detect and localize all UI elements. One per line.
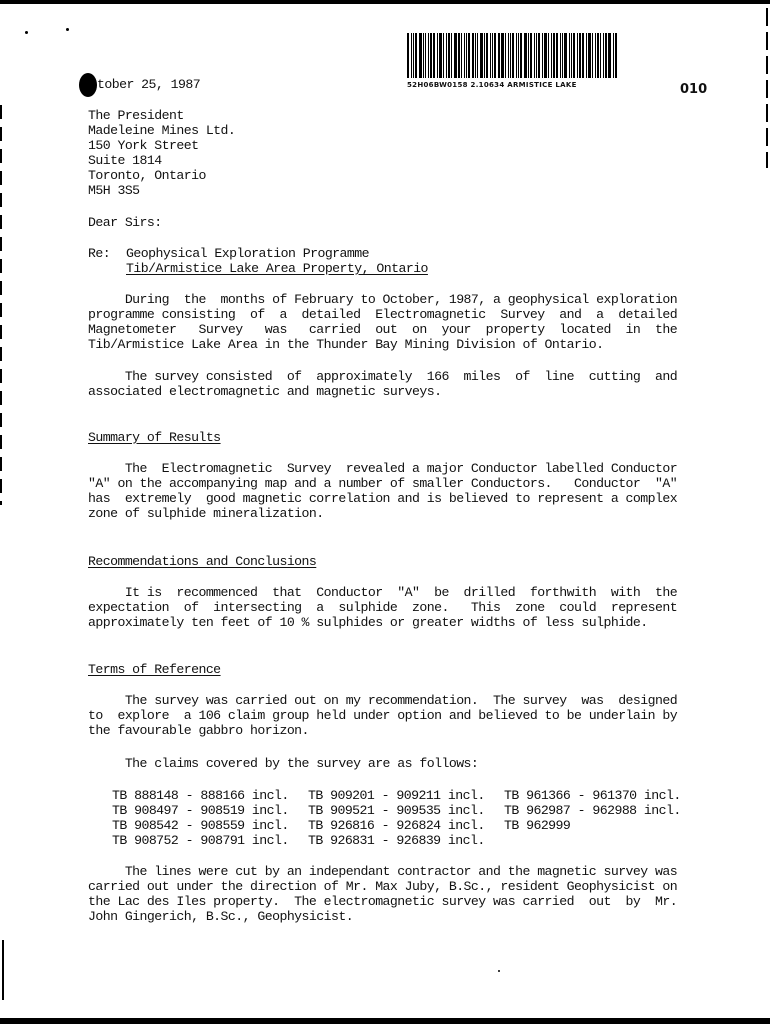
barcode-label: 52H06BW0158 2.10634 ARMISTICE LAKE (407, 81, 577, 89)
scan-right-edge (766, 8, 768, 168)
salutation: Dear Sirs: (88, 215, 162, 230)
recipient-line: Suite 1814 (88, 153, 162, 168)
claim-range: TB 926816 - 926824 incl. (308, 818, 485, 833)
paragraph-line: The survey was carried out on my recommendation. The survey was designed (88, 693, 678, 708)
paragraph-line: to explore a 106 claim group held under option and believed to be underlain by (88, 708, 678, 723)
recipient-line: Madeleine Mines Ltd. (88, 123, 236, 138)
document-number: 010 (680, 82, 708, 97)
claim-range: TB 909521 - 909535 incl. (308, 803, 485, 818)
paragraph-line: The survey consisted of approximately 166 miles of line cutting and (88, 369, 678, 384)
paragraph-line: Magnetometer Survey was carried out on your property located in the (88, 322, 678, 337)
scan-speck (498, 970, 500, 972)
claim-range: TB 888148 - 888166 incl. (112, 788, 289, 803)
ink-blot (79, 73, 97, 97)
paragraph-line: "A" on the accompanying map and a number of smaller Conductors. Conductor "A" (88, 476, 678, 491)
claims-row (112, 803, 704, 818)
claims-row (112, 833, 704, 848)
paragraph-line: the favourable gabbro horizon. (88, 723, 309, 738)
paragraph-line: programme consisting of a detailed Electromagnetic Survey and a detailed (88, 307, 678, 322)
paragraph-line: It is recommenced that Conductor "A" be drilled forthwith with the (88, 585, 678, 600)
paragraph-line: The lines were cut by an independant contractor and the magnetic survey was (88, 864, 678, 879)
letter-date: tober 25, 1987 (97, 77, 201, 92)
scan-bottom-border (0, 1018, 770, 1024)
paragraph-line: The Electromagnetic Survey revealed a major Conductor labelled Conductor (88, 461, 678, 476)
scan-left-edge (0, 105, 2, 505)
paragraph-line: expectation of intersecting a sulphide zone. This zone could represent (88, 600, 678, 615)
subject-line-2: Tib/Armistice Lake Area Property, Ontario (126, 261, 428, 276)
claims-intro: The claims covered by the survey are as follows: (88, 756, 479, 771)
claims-table (112, 788, 704, 848)
recipient-line: Toronto, Ontario (88, 168, 206, 183)
paragraph-line: John Gingerich, B.Sc., Geophysicist. (88, 909, 354, 924)
claim-range: TB 908752 - 908791 incl. (112, 833, 289, 848)
paragraph-line: the Lac des Iles property. The electromagnetic survey was carried out by Mr. (88, 894, 678, 909)
paragraph-line: approximately ten feet of 10 % sulphides or greater widths of less sulphide. (88, 615, 648, 630)
claim-range: TB 909201 - 909211 incl. (308, 788, 485, 803)
scan-speck (66, 28, 69, 31)
claims-row (112, 788, 704, 803)
section-heading-terms: Terms of Reference (88, 662, 221, 677)
scan-top-border (0, 0, 770, 4)
subject-prefix: Re: (88, 246, 111, 261)
subject-line-1: Geophysical Exploration Programme (126, 246, 370, 261)
section-heading-recommendations: Recommendations and Conclusions (88, 554, 317, 569)
barcode (407, 33, 625, 78)
paragraph-line: During the months of February to October, 1987, a geophysical exploration (88, 292, 678, 307)
claim-range: TB 908542 - 908559 incl. (112, 818, 289, 833)
paragraph-line: zone of sulphide mineralization. (88, 506, 324, 521)
claim-range: TB 926831 - 926839 incl. (308, 833, 485, 848)
paragraph-line: carried out under the direction of Mr. Max Juby, B.Sc., resident Geophysicist on (88, 879, 678, 894)
scan-left-edge-lower (2, 940, 4, 1000)
paragraph-line: Tib/Armistice Lake Area in the Thunder Bay Mining Division of Ontario. (88, 337, 604, 352)
claims-row (112, 818, 704, 833)
claim-range: TB 962987 - 962988 incl. (504, 803, 681, 818)
claim-range: TB 962999 (504, 818, 571, 833)
recipient-line: M5H 3S5 (88, 183, 140, 198)
paragraph-line: has extremely good magnetic correlation and is believed to represent a complex (88, 491, 678, 506)
claim-range (504, 833, 704, 848)
section-heading-summary: Summary of Results (88, 430, 221, 445)
paragraph-line: associated electromagnetic and magnetic surveys. (88, 384, 442, 399)
claim-range: TB 908497 - 908519 incl. (112, 803, 289, 818)
scan-speck (25, 31, 28, 34)
recipient-line: The President (88, 108, 184, 123)
recipient-line: 150 York Street (88, 138, 199, 153)
claim-range: TB 961366 - 961370 incl. (504, 788, 681, 803)
